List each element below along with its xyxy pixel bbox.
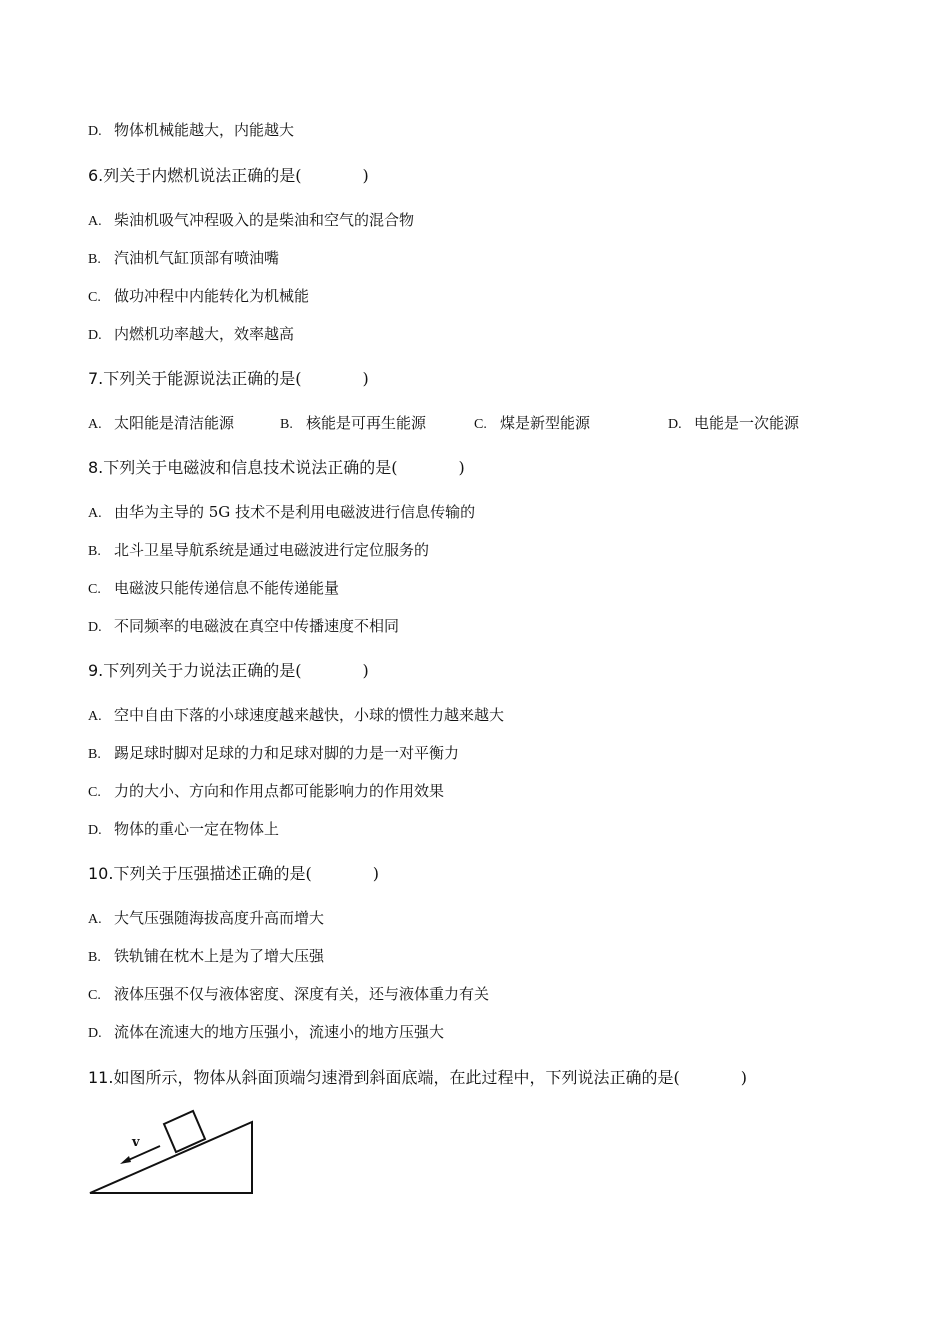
question-number: 10. xyxy=(88,864,114,883)
question-text: 如图所示，物体从斜面顶端匀速滑到斜面底端，在此过程中，下列说法正确的是( ) xyxy=(113,1068,747,1087)
incline-figure xyxy=(86,1100,266,1200)
option-letter: B. xyxy=(280,417,293,432)
option-text: 液体压强不仅与液体密度、深度有关，还与液体重力有关 xyxy=(114,985,490,1003)
option-letter: C. xyxy=(474,417,487,432)
option-letter: D. xyxy=(88,620,102,635)
question-number: 11. xyxy=(88,1068,114,1087)
question-number: 7. xyxy=(88,369,104,388)
question-number: 9. xyxy=(88,661,104,680)
q7-option-c xyxy=(474,413,590,435)
option-text: 柴油机吸气冲程吸入的是柴油和空气的混合物 xyxy=(114,211,415,229)
question-text: 列关于内燃机说法正确的是( ) xyxy=(103,166,369,185)
option-text: 内燃机功率越大，效率越高 xyxy=(114,325,295,343)
question-10-stem xyxy=(88,864,379,884)
question-8-stem xyxy=(88,458,465,478)
q10-option-b xyxy=(88,946,324,968)
option-text: 做功冲程中内能转化为机械能 xyxy=(114,287,310,305)
option-letter: B. xyxy=(88,252,101,267)
q7-option-b xyxy=(280,413,426,435)
q6-option-c xyxy=(88,286,309,308)
question-number: 8. xyxy=(88,458,104,477)
q10-option-a xyxy=(88,908,324,930)
option-letter: A. xyxy=(88,506,102,521)
option-text: 踢足球时脚对足球的力和足球对脚的力是一对平衡力 xyxy=(114,744,460,762)
option-text: 不同频率的电磁波在真空中传播速度不相同 xyxy=(114,617,400,635)
question-text: 下列列关于力说法正确的是( ) xyxy=(103,661,369,680)
option-letter: C. xyxy=(88,785,101,800)
option-text: 铁轨铺在枕木上是为了增大压强 xyxy=(114,947,325,965)
question-text: 下列关于压强描述正确的是( ) xyxy=(113,864,379,883)
option-letter: A. xyxy=(88,214,102,229)
option-text: 物体的重心一定在物体上 xyxy=(114,820,280,838)
option-letter: B. xyxy=(88,950,101,965)
option-letter: A. xyxy=(88,709,102,724)
q7-option-d xyxy=(668,413,799,435)
question-number: 6. xyxy=(88,166,104,185)
option-text: 力的大小、方向和作用点都可能影响力的作用效果 xyxy=(114,782,445,800)
option-text: 核能是可再生能源 xyxy=(306,414,427,432)
option-text: 大气压强随海拔高度升高而增大 xyxy=(114,909,325,927)
q6-option-a xyxy=(88,210,414,232)
option-letter: D. xyxy=(88,1026,102,1041)
q7-options-row xyxy=(88,413,848,433)
option-letter: D. xyxy=(88,823,102,838)
velocity-label: v xyxy=(132,1135,140,1150)
q8-option-d xyxy=(88,616,399,638)
option-text: 流体在流速大的地方压强小，流速小的地方压强大 xyxy=(114,1023,445,1041)
option-text: 太阳能是清洁能源 xyxy=(114,414,235,432)
option-letter: C. xyxy=(88,582,101,597)
question-11-stem xyxy=(88,1068,747,1088)
q6-option-b xyxy=(88,248,279,270)
option-letter: C. xyxy=(88,988,101,1003)
q6-option-d xyxy=(88,324,294,346)
option-text: 煤是新型能源 xyxy=(500,414,591,432)
q10-option-c xyxy=(88,984,489,1006)
question-9-stem xyxy=(88,661,369,681)
option-text: 电能是一次能源 xyxy=(694,414,800,432)
option-text: 由华为主导的 5G 技术不是利用电磁波进行信息传输的 xyxy=(114,503,476,521)
q9-option-d xyxy=(88,819,279,841)
q5-option-d xyxy=(88,120,294,142)
q10-option-d xyxy=(88,1022,444,1044)
option-text: 空中自由下落的小球速度越来越快，小球的惯性力越来越大 xyxy=(114,706,505,724)
q8-option-c xyxy=(88,578,339,600)
option-letter: A. xyxy=(88,417,102,432)
q8-option-b xyxy=(88,540,429,562)
question-7-stem xyxy=(88,369,369,389)
question-6-stem xyxy=(88,166,369,186)
q9-option-c xyxy=(88,781,444,803)
q9-option-a xyxy=(88,705,504,727)
option-letter: D. xyxy=(668,417,682,432)
option-letter: D. xyxy=(88,328,102,343)
question-text: 下列关于能源说法正确的是( ) xyxy=(103,369,369,388)
option-letter: C. xyxy=(88,290,101,305)
option-letter: D. xyxy=(88,124,102,139)
option-letter: B. xyxy=(88,544,101,559)
option-letter: A. xyxy=(88,912,102,927)
question-text: 下列关于电磁波和信息技术说法正确的是( ) xyxy=(103,458,465,477)
option-text: 电磁波只能传递信息不能传递能量 xyxy=(114,579,340,597)
option-text: 北斗卫星导航系统是通过电磁波进行定位服务的 xyxy=(114,541,430,559)
q8-option-a xyxy=(88,502,475,524)
option-letter: B. xyxy=(88,747,101,762)
option-text: 汽油机气缸顶部有喷油嘴 xyxy=(114,249,280,267)
q7-option-a xyxy=(88,413,234,435)
option-text: 物体机械能越大，内能越大 xyxy=(114,121,295,139)
velocity-arrow-icon xyxy=(120,1146,160,1164)
q9-option-b xyxy=(88,743,459,765)
